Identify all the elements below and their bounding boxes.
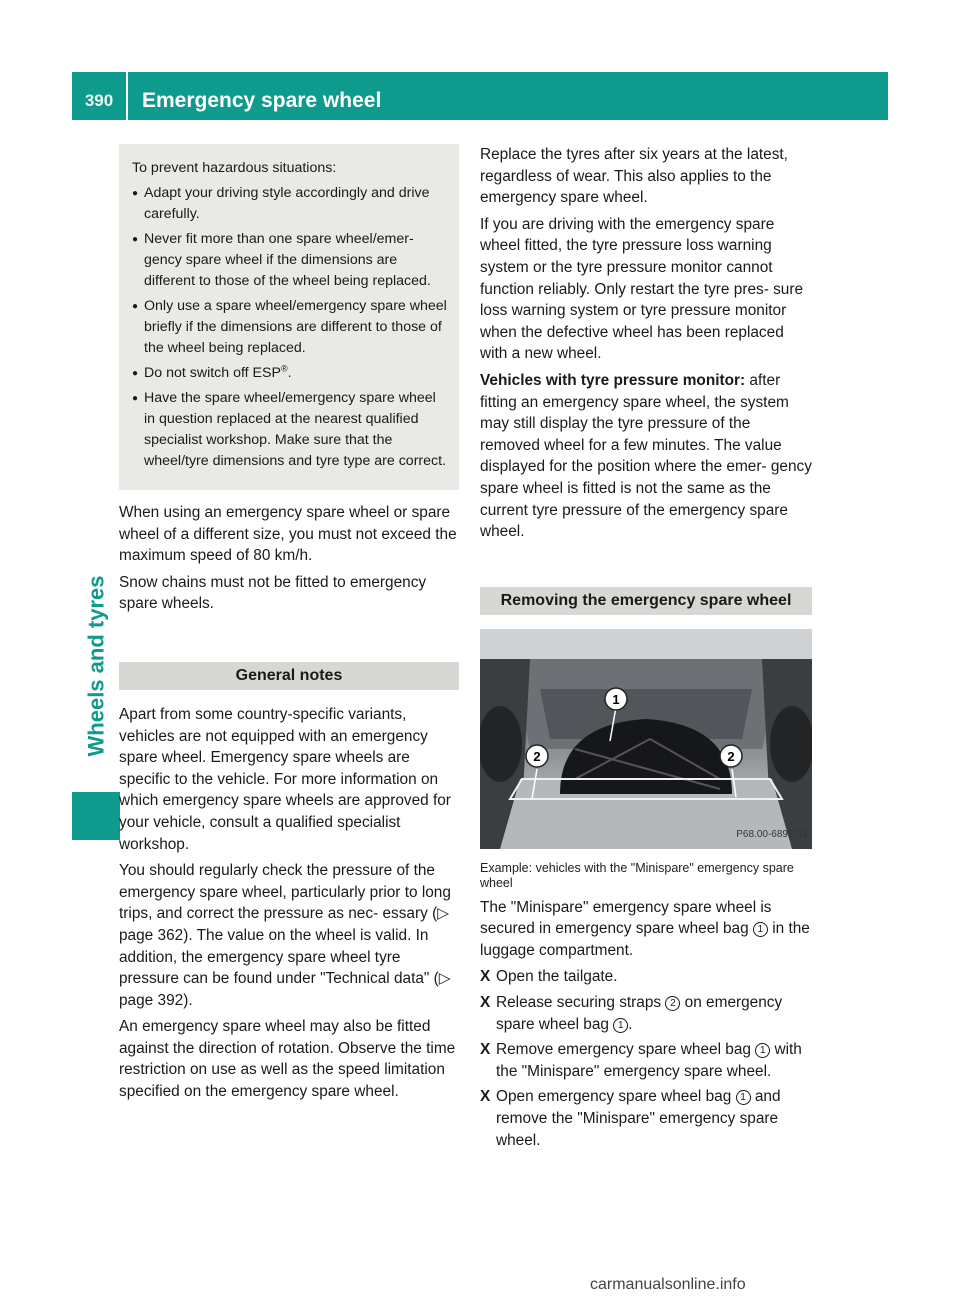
step-item xyxy=(480,1086,812,1151)
step-item xyxy=(480,1039,812,1082)
page-reference-link[interactable]: ▷ page 392 xyxy=(119,970,451,1009)
photo-illustration xyxy=(480,629,812,849)
header-divider xyxy=(126,72,128,120)
warning-item xyxy=(132,363,450,384)
warning-box xyxy=(119,144,459,490)
paragraph-text: in the luggage compartment. xyxy=(480,920,810,959)
section-heading-general-notes: General notes xyxy=(119,662,459,690)
warning-item-end: . xyxy=(287,365,292,381)
chapter-tab xyxy=(72,552,120,780)
paragraph: Snow chains must not be fitted to emergency spare wheels. xyxy=(119,573,427,613)
callout-ref: 1 xyxy=(736,1090,751,1105)
step-text: Open emergency spare wheel bag xyxy=(496,1088,736,1106)
step-text: Release securing straps xyxy=(496,994,666,1012)
watermark: carmanualsonline.info xyxy=(590,1276,746,1293)
paragraph-text: ). xyxy=(183,991,193,1009)
luggage-compartment-photo xyxy=(480,629,812,849)
paragraph: An emergency spare wheel may also be fitted against the direction of rotation. Observe the time restriction on use as well as the speed limitation specified on the emergency spare wheel. xyxy=(119,1018,456,1101)
step-text: with the "Minispare" emergency spare wheel. xyxy=(496,1041,802,1080)
paragraph: Replace the tyres after six years at the latest, regardless of wear. This also applies to the emergency spare wheel. xyxy=(480,146,788,207)
paragraph-text: The "Minispare" emergency spare wheel is secured in emergency spare wheel bag xyxy=(480,898,772,938)
warning-item: ● Never fit more than one spare wheel/emer- gency spare wheel if the dimensions are different to those of the wheel being replaced. xyxy=(132,229,450,292)
warning-intro: To prevent hazardous situations: xyxy=(132,160,337,176)
paragraph-text: after fitting an emergency spare wheel, the system may still display the tyre pressure of the removed wheel for a few minutes. The value displayed for the position where the emer- gency spare wheel is fitted is not the same as the current tyre pressure of the emergency spare wheel. xyxy=(480,371,812,541)
paragraph xyxy=(480,897,812,962)
warning-item: ● Have the spare wheel/emergency spare wheel in question replaced at the nearest qualified specialist workshop. Make sure that the wheel/tyre dimensions and tyre type are correct. xyxy=(132,388,450,472)
paragraph xyxy=(480,370,812,543)
callout-2: 2 xyxy=(533,748,541,764)
warning-item-text: Do not switch off ESP xyxy=(144,365,281,381)
chapter-tab-label: Wheels and tyres xyxy=(83,575,109,757)
section-heading-removing: Removing the emergency spare wheel xyxy=(480,587,812,615)
callout-1: 1 xyxy=(612,691,620,707)
page-number: 390 xyxy=(84,91,114,110)
step-text: and remove the "Minispare" emergency spare wheel. xyxy=(496,1088,781,1149)
warning-item: ● Only use a spare wheel/emergency spare wheel briefly if the dimensions are different to those of the wheel being replaced. xyxy=(132,296,450,359)
right-column xyxy=(480,144,812,1155)
photo-caption: Example: vehicles with the "Minispare" emergency spare wheel xyxy=(480,860,794,890)
instruction-steps xyxy=(480,966,812,1151)
page-reference-link[interactable]: ▷ page 362 xyxy=(119,905,450,944)
paragraph: When using an emergency spare wheel or spare wheel of a different size, you must not exceed the maximum speed of 80 km/h. xyxy=(119,504,457,565)
callout-2: 2 xyxy=(727,748,735,764)
step-text: on emergency spare wheel bag xyxy=(496,994,783,1033)
callout-ref: 1 xyxy=(753,922,768,937)
paragraph-text: You should regularly check the pressure of the emergency spare wheel, particularly prior to long trips, and correct the pressure as nec- essary ( xyxy=(119,862,451,923)
step-item xyxy=(480,992,812,1035)
warning-item: ● Adapt your driving style accordingly and drive carefully. xyxy=(132,183,450,225)
paragraph xyxy=(119,860,459,1011)
paragraph-text: ). The value on the wheel is valid. In addition, the emergency spare wheel tyre pressure can be found under "Technical data" ( xyxy=(119,926,439,988)
page-header xyxy=(72,72,888,120)
step-item: X Open the tailgate. xyxy=(480,966,812,988)
photo-code: P68.00-6892-31 xyxy=(736,829,808,841)
callout-ref: 1 xyxy=(755,1043,770,1058)
step-text: Remove emergency spare wheel bag xyxy=(496,1041,756,1059)
left-column xyxy=(119,144,459,1108)
callout-ref: 2 xyxy=(665,996,680,1011)
paragraph: Apart from some country-specific variants, vehicles are not equipped with an emergency spare wheel. Emergency spare wheels are specific to the vehicle. For more information on which emergency spare wheels are approved for your vehicle, consult a qualified specialist workshop. xyxy=(119,705,451,853)
chapter-marker xyxy=(72,792,120,840)
step-text: . xyxy=(628,1015,633,1033)
callout-ref: 1 xyxy=(613,1018,628,1033)
warning-list xyxy=(132,183,450,472)
bold-lead: Vehicles with tyre pressure monitor: xyxy=(480,371,746,389)
paragraph: If you are driving with the emergency spare wheel fitted, the tyre pressure loss warning system or the tyre pressure monitor cannot function reliably. Only restart the tyre pres- sure loss warning system or tyre pressure monitor when the defective wheel has been replaced with a new wheel. xyxy=(480,215,804,363)
page-title: Emergency spare wheel xyxy=(142,89,382,112)
registered-mark: ® xyxy=(280,363,288,374)
